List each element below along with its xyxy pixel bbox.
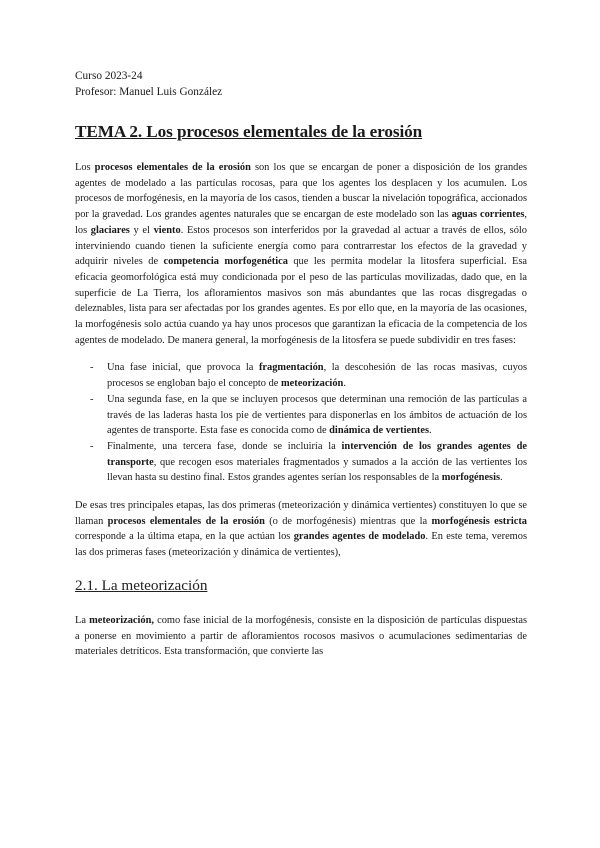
phases-list xyxy=(75,360,527,486)
bold-term: procesos elementales de la erosión xyxy=(94,162,251,173)
list-item xyxy=(75,439,527,486)
list-item xyxy=(75,360,527,391)
text: y el xyxy=(129,224,154,236)
text: La xyxy=(75,614,90,626)
bold-term: intervención de los grandes agentes de transporte xyxy=(107,440,527,468)
course-line: Curso 2023-24 xyxy=(75,70,143,82)
bold-term: competencia morfogenética xyxy=(163,256,288,268)
bold-term: procesos elementales de la erosión xyxy=(107,515,265,527)
text: , la descohesión de las rocas masivas, cuyos procesos se engloban bajo el concepto de xyxy=(107,362,528,390)
bold-term: meteorización xyxy=(280,378,344,390)
bold-term: meteorización, xyxy=(89,614,154,626)
bold-term: glaciares xyxy=(90,224,130,236)
text: . En este tema, veremos las dos primeras fases (meteorización y dinámica de vertientes), xyxy=(75,531,528,559)
page-title: TEMA 2. Los procesos elementales de la erosión xyxy=(75,122,423,141)
dash-bullet: - xyxy=(90,440,94,452)
text: Finalmente, una tercera fase, donde se incluiría la xyxy=(107,440,342,452)
text: , los xyxy=(75,209,527,236)
professor-line: Profesor: Manuel Luis González xyxy=(75,86,223,98)
section-paragraph xyxy=(75,613,527,660)
text: son los que se encargan de poner a disposición de los grandes agentes de modelado a las partículas rocosas, para que los agentes los desplacen y los acumulen. Los procesos de morfogénesis, en la mayoría de los casos, tienden a buscar la nivelación topográfica, accionados por la gravedad. Los grandes agentes naturales que se encargan de este modelado son las xyxy=(75,162,527,221)
text: . xyxy=(429,425,432,437)
section-heading: 2.1. La meteorización xyxy=(75,576,208,594)
bold-term: aguas corrientes xyxy=(451,209,525,221)
text: que les permita modelar la litosfera superficial. Esa eficacia geomorfológica está muy condicionada por el peso de las partículas movilizadas, dado que, en la superficie de La Tierra, los afloramientos masivos son más abundantes que las rocas disgregadas o deleznables, lista para ser afectadas por los grandes agentes. Es por ello que, en la mayoría de las ocasiones, la morfogénesis solo actúa cuando ya hay unos procesos que garantizan la eficacia de la competencia de los agentes de modelado. De manera general, la morfogénesis de la litosfera se puede subdividir en tres fases: xyxy=(75,256,527,346)
bold-term: fragmentación xyxy=(258,362,324,374)
bold-term: dinámica de vertientes xyxy=(329,425,430,437)
text: De esas tres principales etapas, las dos primeras (meteorización y dinámica vertientes) constituyen lo que se llaman xyxy=(75,500,527,527)
text: Una segunda fase, en la que se incluyen procesos que determinan una remoción de las partículas a través de las laderas hasta los pie de vertientes para disponerlas en los ámbitos de actuación de los agentes de transporte. Esta fase es conocida como de xyxy=(107,393,527,437)
text: Los xyxy=(75,162,95,173)
dash-bullet: - xyxy=(90,362,94,374)
text: como fase inicial de la morfogénesis, consiste en la disposición de partículas dispuestas a ponerse en movimiento a partir de afloramientos rocosos masivos o acumulaciones sedimentarias de materiales detríticos. Esta transformación, que convierte las xyxy=(75,614,527,658)
bold-term: morfogénesis xyxy=(441,472,501,484)
bold-term: morfogénesis estricta xyxy=(431,515,527,527)
text: . xyxy=(343,378,346,390)
text: , que recogen esos materiales fragmentados y sumados a la acción de las vertientes los llevan hasta su destino final. Estos grandes agentes serían los responsables de la xyxy=(107,456,527,484)
text: (o de morfogénesis) mientras que la xyxy=(264,515,432,527)
bold-term: viento xyxy=(153,224,181,236)
bold-term: grandes agentes de modelado xyxy=(293,531,426,543)
summary-paragraph xyxy=(75,498,527,561)
intro-paragraph xyxy=(75,160,527,348)
document-page xyxy=(75,68,527,660)
text: . xyxy=(500,472,503,484)
dash-bullet: - xyxy=(90,393,94,405)
text: . Estos procesos son interferidos por la gravedad al actuar a través de ellos, sólo interviniendo cuando tienen la suficiente energía como para contrarrestar los efectos de la gravedad y adquirir niveles de xyxy=(75,224,527,268)
text: corresponde a la última etapa, en la que actúan los xyxy=(75,531,294,543)
text: Una fase inicial, que provoca la xyxy=(107,362,259,374)
list-item xyxy=(75,392,527,439)
